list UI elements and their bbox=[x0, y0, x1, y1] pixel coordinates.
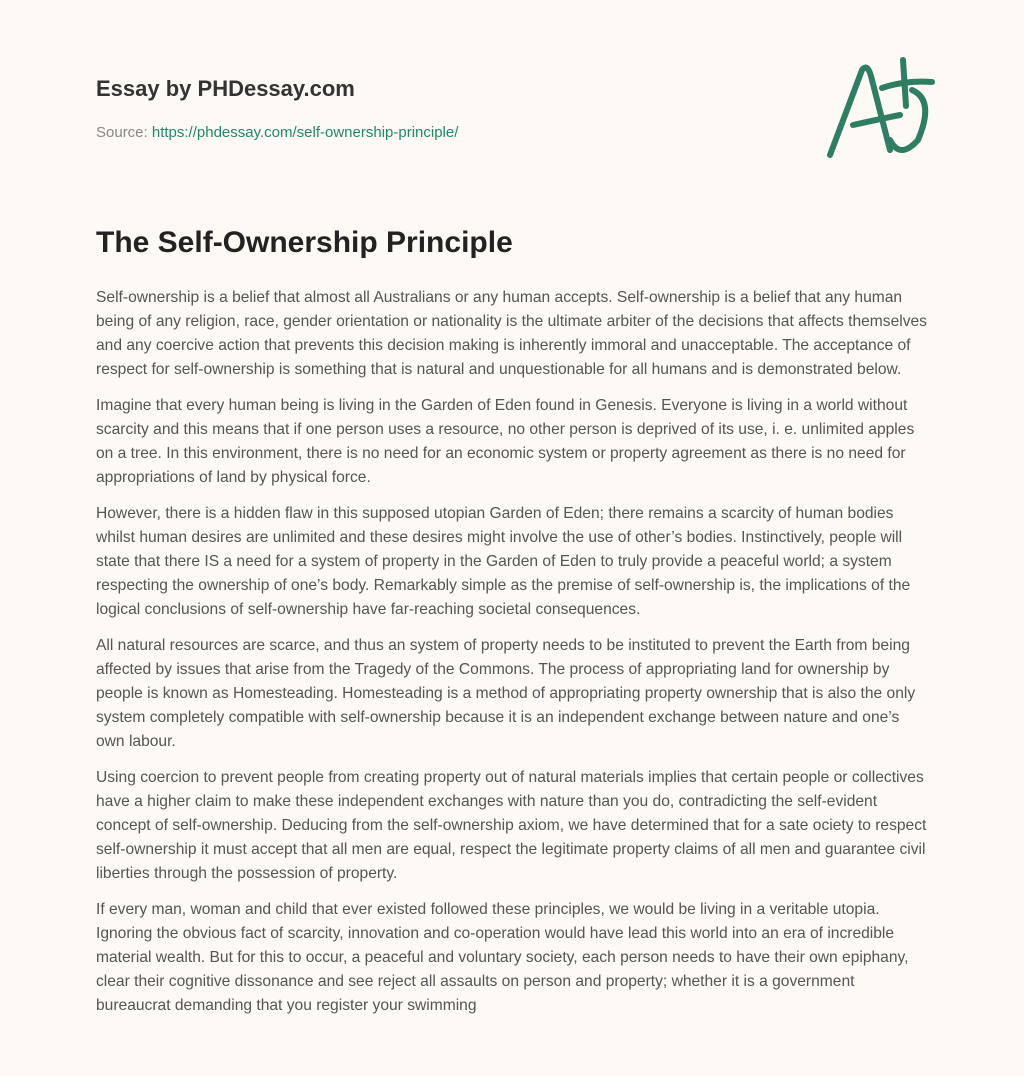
a-plus-logo-icon bbox=[820, 40, 940, 170]
essay-title: The Self-Ownership Principle bbox=[96, 226, 513, 259]
site-brand: Essay by PHDessay.com bbox=[96, 76, 355, 101]
paragraph: Using coercion to prevent people from creating property out of natural materials implies that certain people or collectives have a higher claim to make these independent exchanges with nature than you do, contradicting the self-evident concept of self-ownership. Deducing from the self-ownership axiom, we have determined that for a sate ociety to respect self-ownership it must accept that all men are equal, respect the legitimate property claims of all men and guarantee civil liberties through the possession of property. bbox=[96, 769, 927, 882]
paragraph: Self-ownership is a belief that almost all Australians or any human accepts. Self-ownership is a belief that any human being of any religion, race, gender orientation or nationality is the ultimate arbiter of the decisions that affects themselves and any coercive action that prevents this decision making is inherently immoral and unacceptable. The acceptance of respect for self-ownership is something that is natural and unquestionable for all humans and is demonstrated below. bbox=[96, 289, 927, 378]
paragraph: If every man, woman and child that ever existed followed these principles, we would be living in a veritable utopia. Ignoring the obvious fact of scarcity, innovation and co-operation would have lead this world into an era of incredible material wealth. But for this to occur, a peaceful and voluntary society, each person needs to have their own epiphany, clear their cognitive dissonance and see reject all assaults on person and property; whether it is a government bureaucrat demanding that you register your swimming bbox=[96, 901, 909, 1014]
essay-body bbox=[96, 286, 932, 1030]
source-label: Source: bbox=[96, 124, 148, 141]
paragraph: Imagine that every human being is living in the Garden of Eden found in Genesis. Everyone is living in a world without scarcity and this means that if one person uses a resource, no other person is deprived of its use, i. e. unlimited apples on a tree. In this environment, there is no need for an economic system or property agreement as there is no need for appropriations of land by physical force. bbox=[96, 397, 915, 486]
source-line bbox=[96, 124, 458, 141]
paragraph: However, there is a hidden flaw in this supposed utopian Garden of Eden; there remains a scarcity of human bodies whilst human desires are unlimited and these desires might involve the use of other’s bodies. Instinctively, people will state that there IS a need for a system of property in the Garden of Eden to truly provide a peaceful world; a system respecting the ownership of one’s body. Remarkably simple as the premise of self-ownership is, the implications of the logical conclusions of self-ownership have far-reaching societal consequences. bbox=[96, 505, 911, 618]
source-link[interactable]: https://phdessay.com/self-ownership-principle/ bbox=[151, 124, 459, 141]
paragraph: All natural resources are scarce, and thus an system of property needs to be instituted to prevent the Earth from being affected by issues that arise from the Tragedy of the Commons. The process of appropriating land for ownership by people is known as Homesteading. Homesteading is a method of appropriating property ownership that is also the only system completely compatible with self-ownership because it is an independent exchange between nature and one’s own labour. bbox=[96, 637, 916, 750]
